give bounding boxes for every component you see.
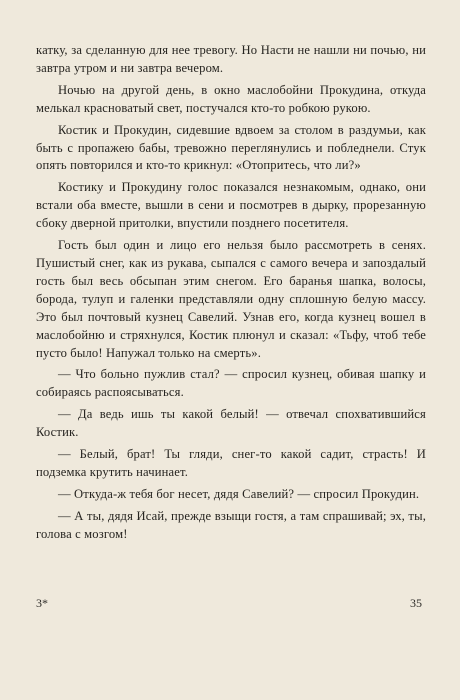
paragraph: — Откуда-ж тебя бог несет, дядя Савелий? — спросил Прокудин. (58, 486, 420, 501)
page-number: 35 (410, 596, 422, 610)
signature-mark: 3* (36, 596, 48, 610)
page-footer (36, 596, 422, 616)
paragraph: Костику и Прокудину голос показался незнакомым, однако, они встали оба вместе, вышли в сени и посмотрев в дырку, прорезанную сбоку дверной притолки, впустили позднего посетителя. (36, 180, 426, 231)
paragraph: Костик и Прокудин, сидевшие вдвоем за столом в раздумьи, как быть с пропажею бабы, тревожно переглянулись и побледнели. Стук опять повторился и кто-то крикнул: «Отопритесь, что ли?» (36, 122, 426, 173)
page-body-text (36, 42, 426, 548)
paragraph: — Что больно пужлив стал? — спросил кузнец, обивая шапку и собираясь распоясываться. (36, 367, 426, 400)
paragraph: — Белый, брат! Ты гляди, снег-то какой садит, страсть! И подземка крутить начинает. (36, 447, 426, 479)
paragraph: — А ты, дядя Исай, прежде взыщи гостя, а там спрашивай; эх, ты, голова с мозгом! (36, 508, 426, 541)
paragraph: Ночью на другой день, в окно маслобойни Прокудина, откуда мелькал красноватый свет, постучался кто-то робкою рукою. (36, 82, 426, 115)
paragraph: катку, за сделанную для нее тревогу. Но Насти не нашли ни почью, ни завтра утром и ни завтра вечером. (36, 43, 426, 75)
paragraph: Гость был один и лицо его нельзя было рассмотреть в сенях. Пушистый снег, как из рукава, сыпался с самого вечера и запоздалый гость был весь обсыпан этим снегом. Его баранья шапка, волосы, борода, тулуп и галенки представляли одну сплошную белую массу. Это был почтовый кузнец Савелий. Узнав его, когда кузнец вошел в маслобойню и стряхнулся, Костик плюнул и сказал: «Тьфу, чтоб тебе пусто было! Напужал только на смерть». (36, 238, 426, 360)
paragraph: — Да ведь ишь ты какой белый! — отвечал спохватившийся Костик. (36, 407, 426, 440)
